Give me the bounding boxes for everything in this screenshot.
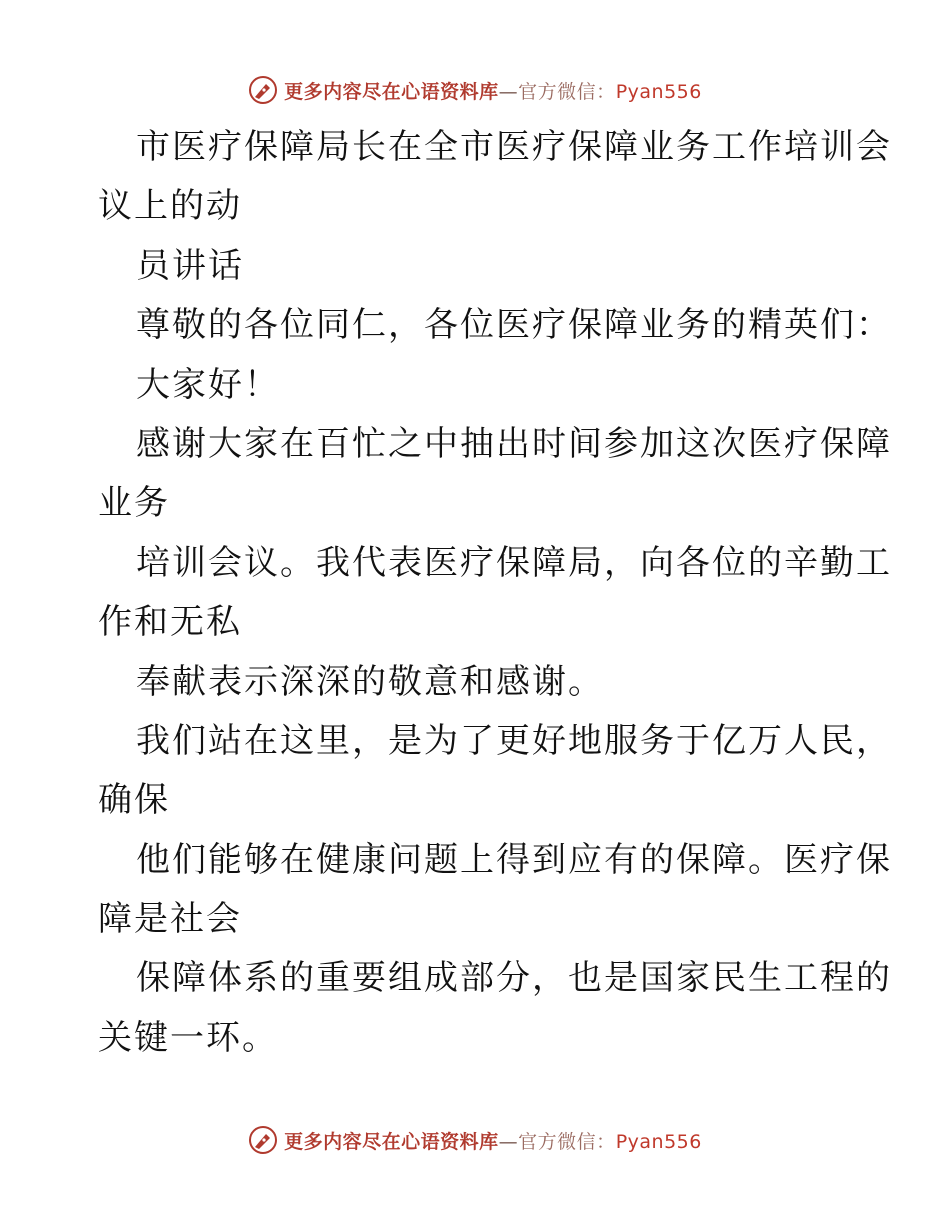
banner-wechat-id: Pyan556 — [615, 1130, 702, 1153]
document-body — [98, 118, 892, 1068]
footer-banner — [0, 1120, 950, 1160]
banner-lead: 更多内容尽在心语资料库 — [284, 1130, 499, 1153]
banner-wechat-label: 官方微信： — [518, 1130, 616, 1153]
text-line: 感谢大家在百忙之中抽出时间参加这次医疗保障 — [136, 423, 892, 464]
text-line: 员讲话 — [136, 245, 244, 286]
banner-lead: 更多内容尽在心语资料库 — [284, 80, 499, 103]
banner-separator: — — [498, 1130, 519, 1153]
banner-text — [284, 77, 702, 104]
text-line: 障是社会 — [98, 899, 242, 940]
text-line: 大家好！ — [136, 364, 280, 405]
text-line: 市医疗保障局长在全市医疗保障业务工作培训会 — [136, 127, 892, 167]
text-line: 确保 — [98, 780, 170, 821]
text-line: 奉献表示深深的敬意和感谢。 — [136, 661, 604, 702]
text-line: 我们站在这里，是为了更好地服务于亿万人民， — [136, 720, 892, 761]
text-line: 尊敬的各位同仁，各位医疗保障业务的精英们： — [136, 305, 892, 346]
text-line: 议上的动 — [98, 186, 242, 227]
text-line: 作和无私 — [98, 602, 242, 643]
header-banner — [0, 70, 950, 110]
banner-separator: — — [498, 80, 519, 103]
text-line: 业务 — [98, 483, 170, 524]
text-line: 培训会议。我代表医疗保障局，向各位的辛勤工 — [136, 542, 892, 583]
banner-wechat-label: 官方微信： — [518, 80, 616, 103]
text-line: 保障体系的重要组成部分，也是国家民生工程的 — [136, 958, 892, 999]
banner-wechat-id: Pyan556 — [615, 80, 702, 103]
pen-nib-logo-icon — [248, 75, 278, 105]
text-line: 关键一环。 — [98, 1017, 278, 1058]
pen-nib-logo-icon — [248, 1125, 278, 1155]
banner-text — [284, 1127, 702, 1154]
text-line: 他们能够在健康问题上得到应有的保障。医疗保 — [136, 839, 892, 880]
